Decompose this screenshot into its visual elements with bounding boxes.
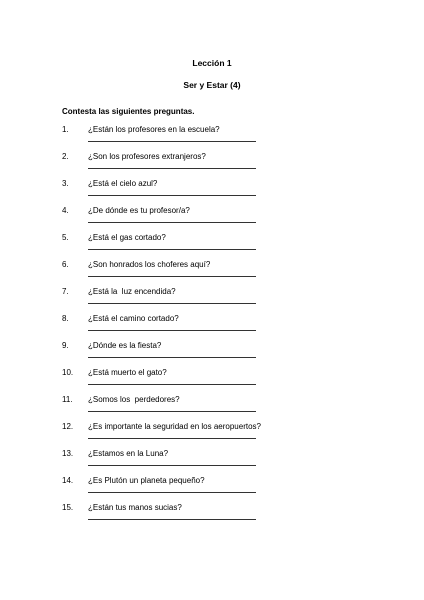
answer-line	[88, 492, 256, 493]
question-text: ¿Está la luz encendida?	[88, 287, 176, 296]
answer-line	[88, 249, 256, 250]
answer-line	[88, 276, 256, 277]
question-number: 10.	[62, 368, 74, 377]
question-text: ¿Está el gas cortado?	[88, 233, 166, 242]
question-text: ¿Es Plutón un planeta pequeño?	[88, 476, 205, 485]
question-item	[0, 233, 424, 260]
answer-line	[88, 222, 256, 223]
question-item	[0, 368, 424, 395]
question-item	[0, 422, 424, 449]
question-item	[0, 152, 424, 179]
answer-line	[88, 411, 256, 412]
question-number: 14.	[62, 476, 74, 485]
question-text: ¿Están los profesores en la escuela?	[88, 125, 220, 134]
question-text: ¿Es importante la seguridad en los aeropuertos?	[88, 422, 261, 431]
question-number: 4.	[62, 206, 69, 215]
answer-line	[88, 465, 256, 466]
question-text: ¿Son los profesores extranjeros?	[88, 152, 206, 161]
question-item	[0, 314, 424, 341]
question-number: 9.	[62, 341, 69, 350]
question-text: ¿Estamos en la Luna?	[88, 449, 169, 458]
question-text: ¿Están tus manos sucias?	[88, 503, 182, 512]
question-text: ¿De dónde es tu profesor/a?	[88, 206, 190, 215]
question-text: ¿Dónde es la fiesta?	[88, 341, 162, 350]
question-item	[0, 449, 424, 476]
question-item	[0, 287, 424, 314]
worksheet-subtitle: Ser y Estar (4)	[183, 80, 241, 90]
question-number: 13.	[62, 449, 74, 458]
question-text: ¿Está el camino cortado?	[88, 314, 179, 323]
question-item	[0, 476, 424, 503]
answer-line	[88, 438, 256, 439]
answer-line	[88, 384, 256, 385]
question-number: 11.	[62, 395, 73, 404]
answer-line	[88, 168, 256, 169]
answer-line	[88, 519, 256, 520]
question-number: 1.	[62, 125, 69, 134]
question-item	[0, 395, 424, 422]
answer-line	[88, 195, 256, 196]
question-text: ¿Son honrados los choferes aquí?	[88, 260, 211, 269]
question-item	[0, 503, 424, 530]
question-item	[0, 125, 424, 152]
question-item	[0, 179, 424, 206]
question-number: 3.	[62, 179, 69, 188]
question-item	[0, 260, 424, 287]
answer-line	[88, 303, 256, 304]
question-text: ¿Está muerto el gato?	[88, 368, 167, 377]
question-text: ¿Somos los perdedores?	[88, 395, 180, 404]
answer-line	[88, 330, 256, 331]
question-number: 5.	[62, 233, 69, 242]
question-number: 12.	[62, 422, 74, 431]
question-item	[0, 341, 424, 368]
answer-line	[88, 141, 256, 142]
question-number: 6.	[62, 260, 69, 269]
question-number: 2.	[62, 152, 69, 161]
question-item	[0, 206, 424, 233]
question-number: 8.	[62, 314, 69, 323]
question-number: 7.	[62, 287, 69, 296]
answer-line	[88, 357, 256, 358]
lesson-title: Lección 1	[192, 58, 232, 68]
question-number: 15.	[62, 503, 74, 512]
instruction-text: Contesta las siguientes preguntas.	[62, 107, 195, 116]
question-text: ¿Está el cielo azul?	[88, 179, 158, 188]
